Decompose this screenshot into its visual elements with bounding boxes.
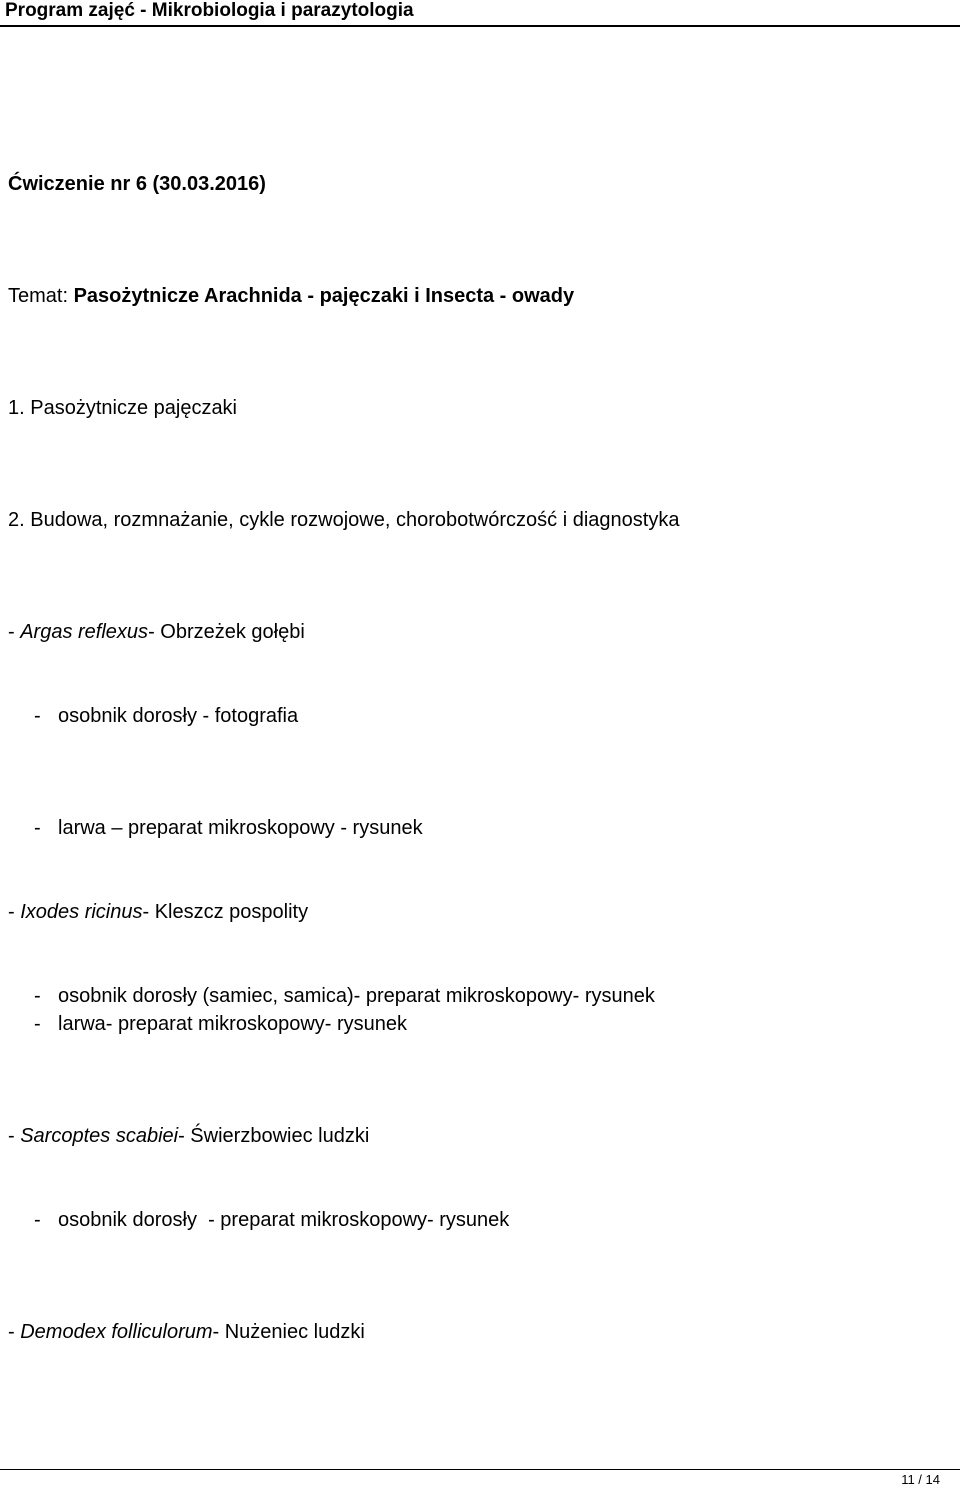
- task-text: larwa – preparat mikroskopowy - rysunek: [58, 817, 423, 839]
- species-entry-demodex: [8, 1320, 365, 1344]
- species-common-name: - Obrzeżek gołębi: [148, 621, 305, 643]
- task-item: [8, 1208, 509, 1232]
- topic-text: Pasożytnicze Arachnida - pajęczaki i Insecta - owady: [73, 285, 575, 307]
- species-common-name: - Świerzbowiec ludzki: [178, 1125, 370, 1147]
- species-common-name: - Nużeniec ludzki: [212, 1321, 365, 1343]
- species-latin-name: Ixodes ricinus: [20, 901, 143, 923]
- species-latin-name: Sarcoptes scabiei: [20, 1125, 179, 1147]
- task-text: osobnik dorosły - fotografia: [58, 705, 299, 727]
- footer-divider: [0, 1469, 960, 1470]
- species-entry-sarcoptes: [8, 1124, 369, 1148]
- task-item: [8, 816, 423, 840]
- species-common-name: - Kleszcz pospolity: [142, 901, 309, 923]
- task-bullet: -: [34, 705, 41, 727]
- header-divider: [0, 25, 960, 27]
- species-latin-name: Argas reflexus: [20, 621, 149, 643]
- task-text: osobnik dorosły - preparat mikroskopowy- rysunek: [58, 1209, 510, 1231]
- exercise-heading: Ćwiczenie nr 6 (30.03.2016): [8, 173, 266, 195]
- species-dash: -: [8, 1321, 21, 1343]
- task-bullet: -: [34, 1209, 41, 1231]
- task-bullet: -: [34, 1013, 41, 1035]
- topic-line: [8, 284, 574, 308]
- species-latin-name: Demodex folliculorum: [20, 1321, 213, 1343]
- species-dash: -: [8, 901, 21, 923]
- section-item-1: 1. Pasożytnicze pajęczaki: [8, 397, 238, 419]
- species-entry-ixodes: [8, 900, 308, 924]
- document-header-title: Program zajęć - Mikrobiologia i parazytologia: [5, 0, 414, 21]
- section-item-2: 2. Budowa, rozmnażanie, cykle rozwojowe, chorobotwórczość i diagnostyka: [8, 509, 680, 531]
- species-entry-argas: [8, 620, 305, 644]
- task-bullet: -: [34, 817, 41, 839]
- topic-prefix: Temat:: [8, 285, 74, 307]
- task-text: osobnik dorosły (samiec, samica)- preparat mikroskopowy- rysunek: [58, 985, 655, 1007]
- species-dash: -: [8, 621, 21, 643]
- task-bullet: -: [34, 985, 41, 1007]
- task-item: [8, 984, 655, 1008]
- task-text: larwa- preparat mikroskopowy- rysunek: [58, 1013, 408, 1035]
- task-item: [8, 704, 298, 728]
- task-item: [8, 1012, 407, 1036]
- species-dash: -: [8, 1125, 21, 1147]
- page-number: 11 / 14: [901, 1472, 940, 1487]
